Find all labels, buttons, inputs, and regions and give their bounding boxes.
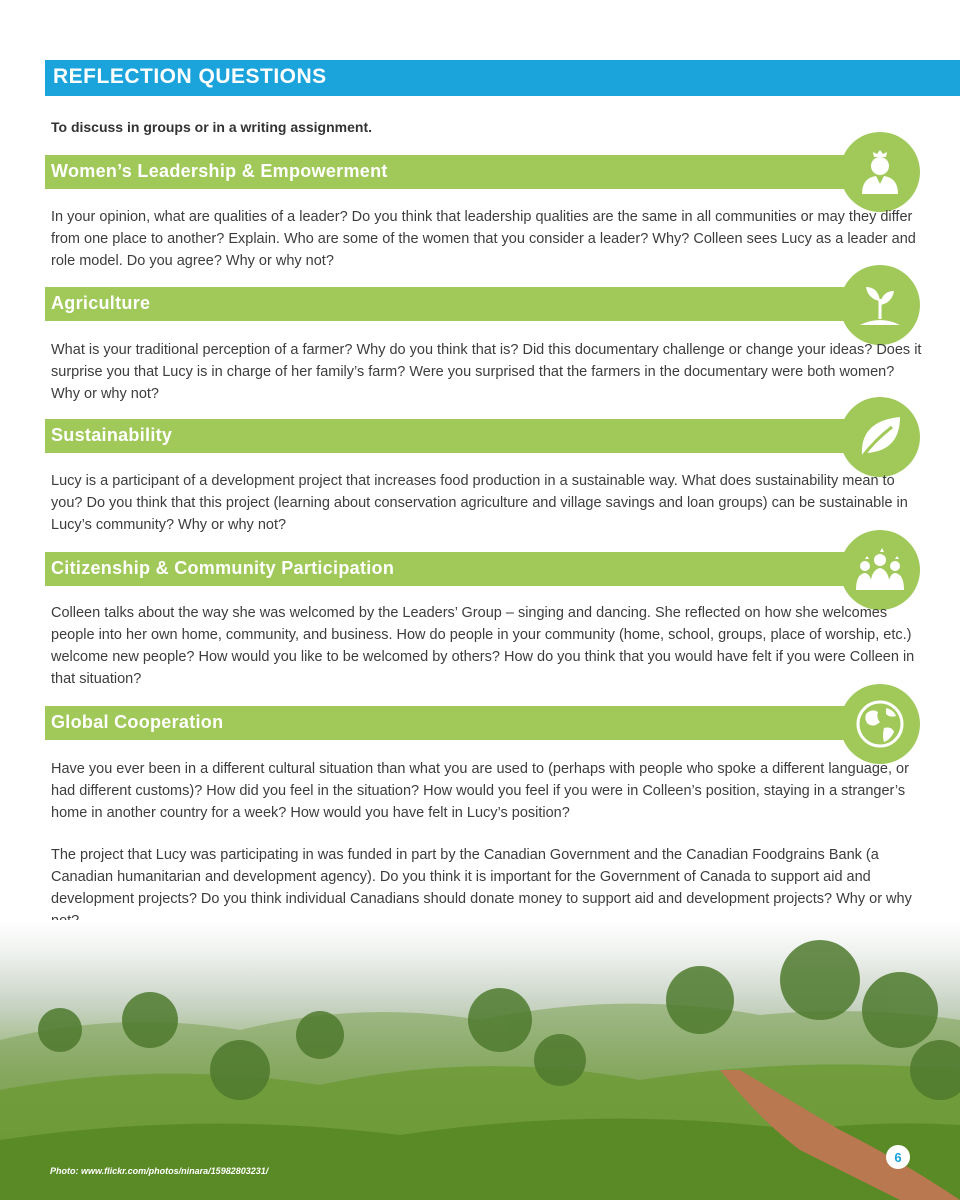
- section-bar-agriculture: [45, 287, 845, 321]
- section-paragraph: The project that Lucy was participating in was funded in part by the Canadian Government and the Canadian Foodgrains Bank (a Canadian humanitarian and development agency). Do you think it is important for the Government of Canada to support aid and development projects? Do you think individual Canadians should donate money to support aid and development projects? Why or why: [51, 847, 912, 907]
- section-bar-global-cooperation: [45, 706, 845, 740]
- section-title: Agriculture: [51, 293, 151, 313]
- photo-credit: Photo: www.flickr.com/photos/ninara/15982803231/: [50, 1166, 269, 1176]
- page-number: 6: [894, 1149, 902, 1165]
- landscape-photo: [0, 920, 960, 1200]
- community-icon: [840, 530, 920, 610]
- section-bar-sustainability: [45, 419, 845, 453]
- woman-leader-icon: [840, 132, 920, 212]
- seedling-icon: [840, 265, 920, 345]
- section-paragraph: What is your traditional perception of a farmer? Why do you think that is? Did this documentary challenge or change your ideas? Does it surprise you that Lucy is in charge of her family’s farm? Were you surprised that the farmers in the documentary were both women? Why or why not?: [51, 342, 922, 402]
- section-title: Global Cooperation: [51, 712, 224, 732]
- page-title: REFLECTION QUESTIONS: [53, 65, 327, 88]
- section-paragraph: In your opinion, what are qualities of a leader? Do you think that leadership qualities are the same in all communities or may they differ from one place to another? Explain. Who are some of the women that you consider a leader? Why? Colleen sees Lucy as a leader and role model. Do you agree? Why or why not?: [51, 209, 916, 269]
- section-paragraph: Have you ever been in a different cultural situation than what you are used to (perhaps with people who spoke a different language, or had different customs)? How did you feel in the situation? How would you feel if you were in Colleen’s position, staying in a stranger’s home in another country for a week? How would you have felt in Lucy’s position?: [51, 761, 909, 821]
- section-paragraph: Lucy is a participant of a development project that increases food production in a sustainable way. What does sustainability mean to you? Do you think that this project (learning about conservation agriculture and village savings and loan groups) can be sustainable in Lucy’s community? Why or why not?: [51, 473, 908, 533]
- section-paragraph: Colleen talks about the way she was welcomed by the Leaders’ Group – singing and dancing. She reflected on how she welcomes people into her own home, community, and business. How do people in your community (home, school, groups, place of worship, etc.) welcome new people? How would you like to be welcomed by others? How do you think that you would have felt if you were Colleen in that situation?: [51, 605, 915, 687]
- section-header: [45, 60, 960, 96]
- section-title: Sustainability: [51, 425, 173, 445]
- section-title: Women’s Leadership & Empowerment: [51, 161, 388, 181]
- section-bar-citizenship: [45, 552, 845, 586]
- page-number-badge: [886, 1145, 910, 1169]
- leaf-icon: [840, 397, 920, 477]
- intro-text: To discuss in groups or in a writing assignment.: [51, 119, 373, 135]
- section-title: Citizenship & Community Participation: [51, 558, 395, 578]
- section-bar-leadership: [45, 155, 845, 189]
- globe-icon: [840, 684, 920, 764]
